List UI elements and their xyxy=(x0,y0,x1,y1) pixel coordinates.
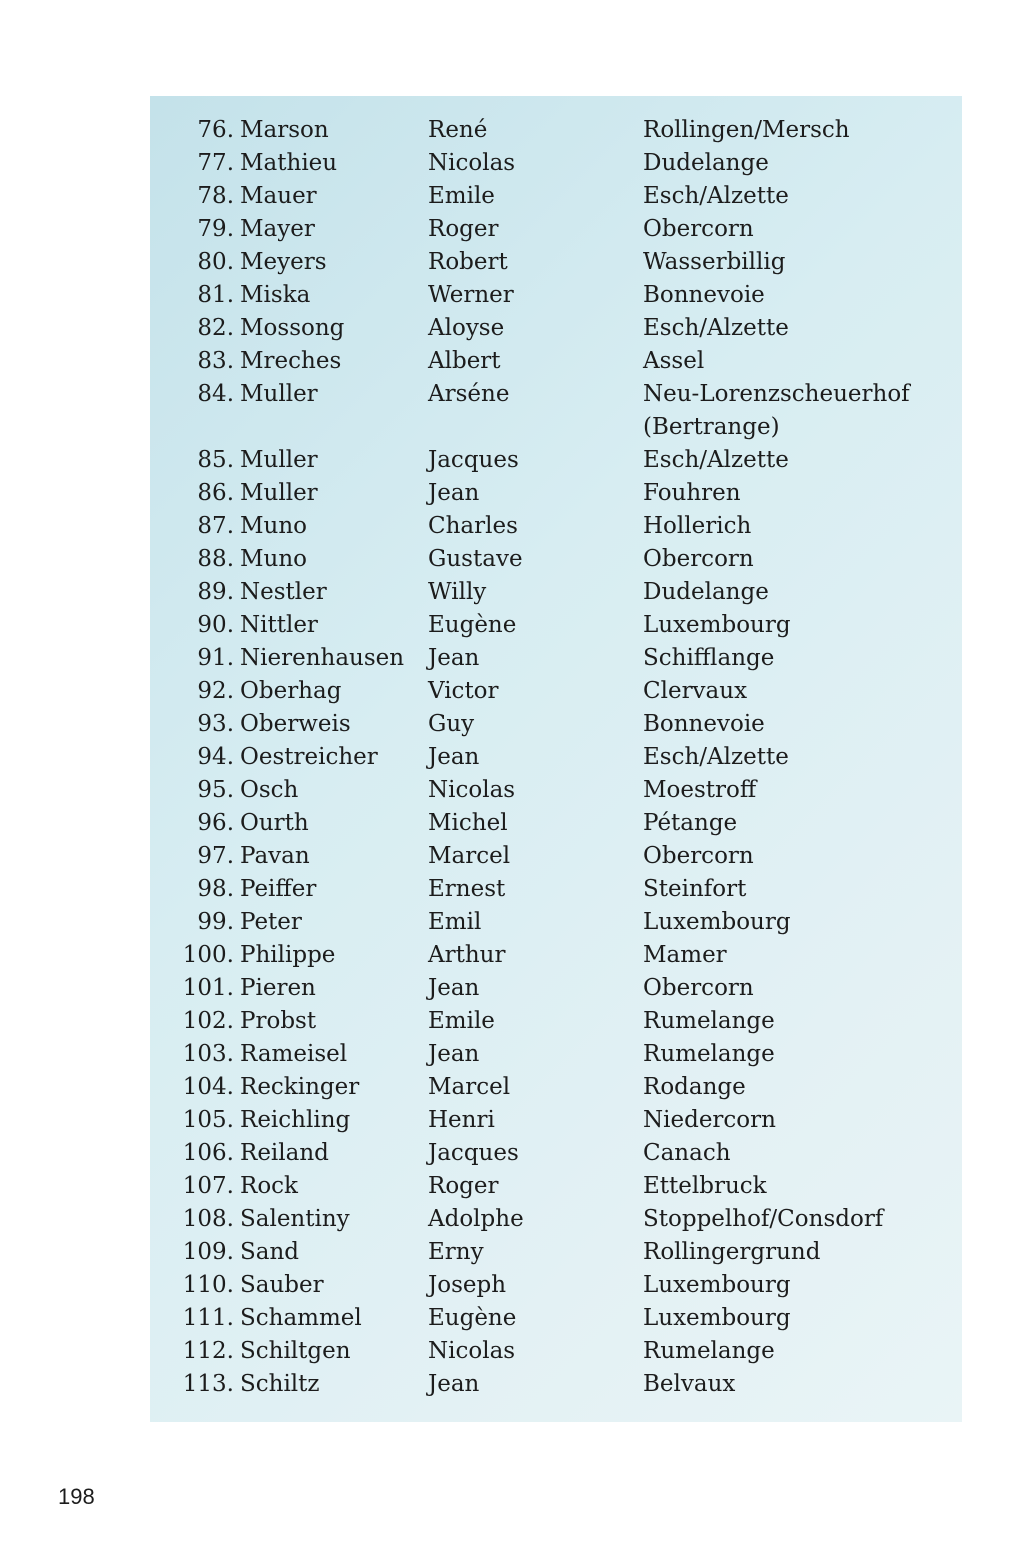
entry-surname: Oberhag xyxy=(240,678,342,704)
entry-place: Rodange xyxy=(643,1074,746,1100)
entry-surname: Muller xyxy=(240,381,318,407)
entry-given-name: Arthur xyxy=(428,942,506,968)
entry-number: 113. xyxy=(182,1371,234,1397)
entry-number: 108. xyxy=(182,1206,234,1232)
entry-given-name: Emile xyxy=(428,183,495,209)
list-item xyxy=(150,345,962,378)
entry-surname: Nierenhausen xyxy=(240,645,405,671)
entry-place: Assel xyxy=(643,348,705,374)
entry-place: Rumelange xyxy=(643,1041,775,1067)
entry-number: 106. xyxy=(182,1140,234,1166)
entry-surname: Marson xyxy=(240,117,329,143)
entry-place: Esch/Alzette xyxy=(643,447,789,473)
list-item xyxy=(150,1203,962,1236)
list-item xyxy=(150,543,962,576)
entry-place: Ettelbruck xyxy=(643,1173,767,1199)
entry-place: Pétange xyxy=(643,810,738,836)
entry-number: 101. xyxy=(182,975,234,1001)
entry-surname: Ourth xyxy=(240,810,309,836)
entry-surname: Reiland xyxy=(240,1140,329,1166)
list-item xyxy=(150,939,962,972)
entry-surname: Sauber xyxy=(240,1272,324,1298)
entry-surname: Mayer xyxy=(240,216,315,242)
entry-given-name: Emile xyxy=(428,1008,495,1034)
entry-number: 85. xyxy=(197,447,234,473)
entry-surname: Peter xyxy=(240,909,302,935)
entry-number: 78. xyxy=(197,183,234,209)
entry-number: 76. xyxy=(197,117,234,143)
entry-place: Canach xyxy=(643,1140,731,1166)
entry-surname: Rameisel xyxy=(240,1041,348,1067)
entry-place: Esch/Alzette xyxy=(643,315,789,341)
entry-number: 82. xyxy=(197,315,234,341)
entry-given-name: Victor xyxy=(428,678,499,704)
entry-given-name: Jean xyxy=(428,1041,480,1067)
list-item xyxy=(150,1335,962,1368)
list-item xyxy=(150,147,962,180)
entry-number: 92. xyxy=(197,678,234,704)
entry-given-name: Roger xyxy=(428,216,499,242)
list-item xyxy=(150,312,962,345)
entry-surname: Pieren xyxy=(240,975,316,1001)
entry-given-name: Nicolas xyxy=(428,777,516,803)
entry-place: Schifflange xyxy=(643,645,775,671)
list-item xyxy=(150,213,962,246)
entry-place: Clervaux xyxy=(643,678,748,704)
list-item xyxy=(150,477,962,510)
entry-surname: Mossong xyxy=(240,315,345,341)
entry-given-name: Arséne xyxy=(428,381,510,407)
entry-place: Fouhren xyxy=(643,480,741,506)
entry-number: 98. xyxy=(197,876,234,902)
list-item xyxy=(150,609,962,642)
entry-number: 102. xyxy=(182,1008,234,1034)
entry-surname: Schiltz xyxy=(240,1371,320,1397)
entry-given-name: Ernest xyxy=(428,876,506,902)
entry-given-name: Jean xyxy=(428,645,480,671)
entry-number: 97. xyxy=(197,843,234,869)
list-item xyxy=(150,1038,962,1071)
entry-number: 90. xyxy=(197,612,234,638)
entry-place: Bonnevoie xyxy=(643,282,765,308)
entry-given-name: Roger xyxy=(428,1173,499,1199)
entry-place: Stoppelhof/Consdorf xyxy=(643,1206,884,1232)
entry-place: Dudelange xyxy=(643,579,769,605)
entry-place: Neu-Lorenzscheuerhof (Bertrange) xyxy=(643,381,910,440)
entry-given-name: Emil xyxy=(428,909,482,935)
entry-number: 109. xyxy=(182,1239,234,1265)
entry-surname: Mathieu xyxy=(240,150,338,176)
list-item xyxy=(150,840,962,873)
list-item xyxy=(150,708,962,741)
entry-number: 104. xyxy=(182,1074,234,1100)
entry-surname: Mreches xyxy=(240,348,342,374)
entry-place: Rumelange xyxy=(643,1338,775,1364)
entry-surname: Mauer xyxy=(240,183,317,209)
entry-given-name: Michel xyxy=(428,810,508,836)
list-item xyxy=(150,180,962,213)
entry-surname: Muno xyxy=(240,546,308,572)
entry-number: 93. xyxy=(197,711,234,737)
entry-given-name: Adolphe xyxy=(428,1206,524,1232)
entry-number: 94. xyxy=(197,744,234,770)
entry-given-name: Gustave xyxy=(428,546,523,572)
entry-place: Steinfort xyxy=(643,876,747,902)
entry-given-name: Eugène xyxy=(428,612,517,638)
entry-place: Obercorn xyxy=(643,975,754,1001)
page-number: 198 xyxy=(58,1484,95,1509)
list-item xyxy=(150,1368,962,1401)
entry-surname: Schammel xyxy=(240,1305,362,1331)
entry-number: 95. xyxy=(197,777,234,803)
entry-place: Luxembourg xyxy=(643,612,791,638)
entry-place: Rumelange xyxy=(643,1008,775,1034)
entry-surname: Nestler xyxy=(240,579,327,605)
list-item xyxy=(150,444,962,477)
entry-surname: Miska xyxy=(240,282,311,308)
entry-given-name: Henri xyxy=(428,1107,495,1133)
entry-surname: Nittler xyxy=(240,612,318,638)
entry-surname: Pavan xyxy=(240,843,310,869)
list-item xyxy=(150,873,962,906)
entry-surname: Meyers xyxy=(240,249,327,275)
entry-place: Esch/Alzette xyxy=(643,183,789,209)
list-item xyxy=(150,510,962,543)
entry-place: Obercorn xyxy=(643,216,754,242)
entry-surname: Probst xyxy=(240,1008,317,1034)
entry-surname: Oestreicher xyxy=(240,744,378,770)
entry-surname: Schiltgen xyxy=(240,1338,351,1364)
entry-place: Luxembourg xyxy=(643,909,791,935)
entry-place: Esch/Alzette xyxy=(643,744,789,770)
entry-number: 99. xyxy=(197,909,234,935)
entry-place: Dudelange xyxy=(643,150,769,176)
entry-given-name: Erny xyxy=(428,1239,484,1265)
list-item xyxy=(150,1104,962,1137)
entry-place: Mamer xyxy=(643,942,727,968)
entry-surname: Muller xyxy=(240,480,318,506)
entry-number: 77. xyxy=(197,150,234,176)
entry-place: Hollerich xyxy=(643,513,752,539)
entry-given-name: Jean xyxy=(428,1371,480,1397)
entry-number: 100. xyxy=(182,942,234,968)
entry-place: Moestroff xyxy=(643,777,757,803)
entry-surname: Reckinger xyxy=(240,1074,360,1100)
entry-number: 79. xyxy=(197,216,234,242)
entry-number: 103. xyxy=(182,1041,234,1067)
list-item xyxy=(150,675,962,708)
list-item xyxy=(150,906,962,939)
entry-number: 83. xyxy=(197,348,234,374)
entry-number: 91. xyxy=(197,645,234,671)
entry-given-name: Nicolas xyxy=(428,150,516,176)
entry-given-name: Jacques xyxy=(428,1140,519,1166)
list-item xyxy=(150,1071,962,1104)
entry-number: 81. xyxy=(197,282,234,308)
entry-surname: Philippe xyxy=(240,942,336,968)
list-item xyxy=(150,1005,962,1038)
entry-given-name: Guy xyxy=(428,711,475,737)
entry-given-name: Joseph xyxy=(428,1272,507,1298)
entry-surname: Oberweis xyxy=(240,711,351,737)
entry-given-name: Robert xyxy=(428,249,508,275)
entry-place: Belvaux xyxy=(643,1371,736,1397)
entry-number: 88. xyxy=(197,546,234,572)
entry-place: Rollingergrund xyxy=(643,1239,821,1265)
entry-number: 96. xyxy=(197,810,234,836)
entry-given-name: Jean xyxy=(428,480,480,506)
entry-given-name: Albert xyxy=(428,348,501,374)
entry-place: Niedercorn xyxy=(643,1107,776,1133)
list-item xyxy=(150,1236,962,1269)
entry-number: 87. xyxy=(197,513,234,539)
list-item xyxy=(150,1170,962,1203)
entry-place: Rollingen/Mersch xyxy=(643,117,850,143)
list-item xyxy=(150,1137,962,1170)
name-list xyxy=(150,114,962,1401)
list-item xyxy=(150,246,962,279)
list-item xyxy=(150,378,962,444)
entry-surname: Reichling xyxy=(240,1107,351,1133)
entry-number: 84. xyxy=(197,381,234,407)
list-item xyxy=(150,114,962,147)
list-item xyxy=(150,774,962,807)
entry-given-name: Willy xyxy=(428,579,487,605)
entry-given-name: Marcel xyxy=(428,1074,511,1100)
list-item xyxy=(150,642,962,675)
entry-place: Bonnevoie xyxy=(643,711,765,737)
entry-number: 111. xyxy=(182,1305,234,1331)
entry-given-name: Jacques xyxy=(428,447,519,473)
entry-number: 80. xyxy=(197,249,234,275)
entry-given-name: Jean xyxy=(428,975,480,1001)
entry-surname: Peiffer xyxy=(240,876,317,902)
entry-given-name: René xyxy=(428,117,488,143)
entry-given-name: Eugène xyxy=(428,1305,517,1331)
entry-given-name: Jean xyxy=(428,744,480,770)
entry-place: Luxembourg xyxy=(643,1272,791,1298)
entry-number: 89. xyxy=(197,579,234,605)
entry-number: 105. xyxy=(182,1107,234,1133)
entry-place: Obercorn xyxy=(643,843,754,869)
list-item xyxy=(150,1302,962,1335)
entry-number: 112. xyxy=(182,1338,234,1364)
list-item xyxy=(150,741,962,774)
list-item xyxy=(150,972,962,1005)
list-item xyxy=(150,807,962,840)
entry-given-name: Marcel xyxy=(428,843,511,869)
entry-surname: Muller xyxy=(240,447,318,473)
entry-place: Luxembourg xyxy=(643,1305,791,1331)
entry-given-name: Charles xyxy=(428,513,518,539)
entry-given-name: Aloyse xyxy=(428,315,505,341)
entry-surname: Salentiny xyxy=(240,1206,350,1232)
entry-given-name: Werner xyxy=(428,282,514,308)
entry-place: Obercorn xyxy=(643,546,754,572)
entry-surname: Muno xyxy=(240,513,308,539)
entry-number: 107. xyxy=(182,1173,234,1199)
list-item xyxy=(150,1269,962,1302)
list-item xyxy=(150,576,962,609)
entry-number: 86. xyxy=(197,480,234,506)
entry-surname: Sand xyxy=(240,1239,300,1265)
entry-given-name: Nicolas xyxy=(428,1338,516,1364)
entry-number: 110. xyxy=(182,1272,234,1298)
entry-surname: Rock xyxy=(240,1173,298,1199)
entry-place: Wasserbillig xyxy=(643,249,786,275)
entry-surname: Osch xyxy=(240,777,299,803)
list-item xyxy=(150,279,962,312)
